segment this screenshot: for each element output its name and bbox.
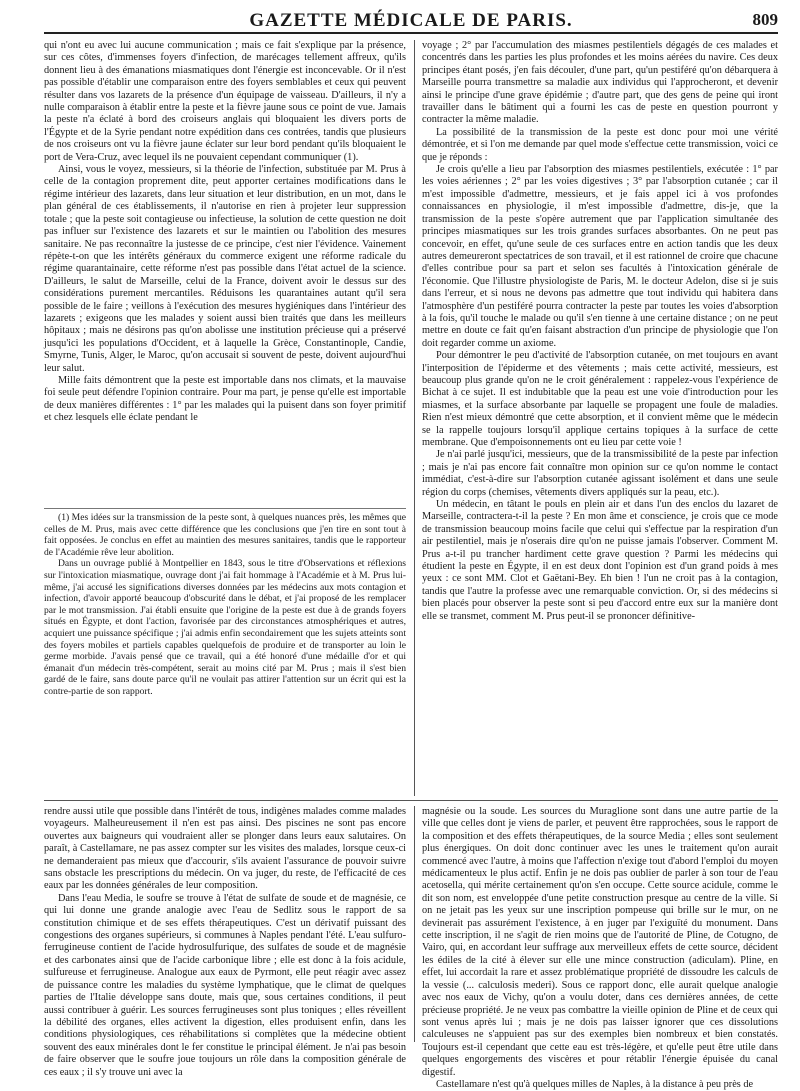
upper-right-column (422, 40, 778, 796)
column-divider (414, 40, 415, 796)
newspaper-title: GAZETTE MÉDICALE DE PARIS. (249, 10, 573, 31)
footnote: Dans un ouvrage publié à Montpellier en 1843, sous le titre d'Observations et réflexions sur l'intoxication miasmatique, ouvrage dont j'ai fait hommage à l'Académie et à M. Prus lui-même, j'ai accusé les significations diverses données par les médecins aux mots contagion et infection, d'avoir apporté beaucoup d'obscurité dans le débat, et j'ai proposé de les remplacer par le mot transmission. J'ai établi ensuite que l'origine de la peste est due à de grands foyers situés en Égypte, et dont l'action, favorisée par des circonstances atmosphériques et autres, acquiert une puissance spécifique ; j'ai admis enfin secondairement que les sujets atteints sont des foyers mobiles et partiels capables quelquefois de produire et de transporter au loin le germe morbide. J'avais pensé que ce travail, qui a été honoré d'une médaille d'or et qui émanait d'un médecin très-compétent, serait au moins cité par M. Prus ; mais il s'est bien gardé de le faire, sans doute parce qu'il ne voulait pas attirer l'attention sur un écrit qui est la contre-partie de son rapport. (44, 558, 406, 697)
paragraph: qui n'ont eu avec lui aucune communication ; mais ce fait s'explique par la présence, sur ces côtes, d'immenses foyers d'infection, de marécages tellement affreux, qu'ils donnent lieu à des émanations miasmatiques dont l'énergie est inconcevable. Or il n'est pas possible d'établir une comparaison entre des foyers semblables et ceux qui peuvent résulter dans vos lazarets de la présence d'un équipage de vaisseau. D'ailleurs, il n'y a nulle comparaison à établir entre la peste et la fièvre jaune sous ce point de vue. Jamais la peste n'a éclaté à bord des croiseurs anglais qui bloquaient les divers ports de l'Égypte et de la Syrie pendant notre expédition dans ces contrées, tandis que plusieurs de nos croiseurs ont vu la fièvre jaune éclater sur leur bord pendant qu'ils bloquaient le port de Vera-Cruz, avec lequel ils ne pouvaient cependant communiquer (1). (44, 40, 406, 163)
masthead (44, 10, 778, 34)
lower-right-column (422, 806, 778, 1090)
footnotes (44, 512, 406, 794)
paragraph: voyage ; 2° par l'accumulation des miasmes pestilentiels dégagés de ces malades et concentrés dans les parties les plus profondes et les moins aérées du navire. Ces deux principes étant posés, j'en fais découler, d'une part, qu'un pestiféré qu'on débarquera à Marseille pourra transmettre sa maladie aux individus qui l'approcheront, et devenir ainsi le principe d'une grave épidémie ; d'autre part, que des gens de peine qui iront travailler dans le bâtiment qui a fourni les cas de peste en question pourront y contracter la même maladie. (422, 40, 778, 126)
paragraph: Un médecin, en tâtant le pouls en plein air et dans l'un des enclos du lazaret de Marseille, contractera-t-il la peste ? En mon âme et conscience, je crois que ce mode de transmission beaucoup moins facile que celui qui s'effectue par la respiration d'un air pestilentiel, mais je n'oserais dire qu'on ne puisse jamais l'observer. Comment M. Prus a-t-il pu trancher hardiment cette grave question ? Parmi les médecins qui étudient la peste en Égypte, il en est deux dont l'opinion est d'un grand poids à mes yeux : ce sont MM. Clot et Gaëtani-Bey. Eh bien ! l'un ne croit pas à la contagion, tandis que l'autre la professe avec une remarquable conviction. Or, si des médecins si bien placés pour observer la peste sont si peu d'accord entre eux sur la manière dont elle se transmet, comment M. Prus peut-il se prononcer définitive- (422, 499, 778, 622)
paragraph: magnésie ou la soude. Les sources du Muraglione sont dans une autre partie de la ville que celles dont je viens de parler, et peuvent être rapprochées, sous le rapport de la composition et des effets thérapeutiques, de la source Media ; elles sont seulement plus énergiques. On doit donc continuer avec les unes le traitement qu'on aurait commencé avec l'autre, à moins que l'affection n'exige tout d'abord l'emploi du moyen médicamenteux le plus actif. Enfin je ne dois pas oublier de parler à son tour de l'eau acetosella, qui mérite certainement qu'on s'en occupe. Cette source acidule, comme le dit son nom, est enveloppée d'une petite construction presque au centre de la ville. Si on ne jetait pas les yeux sur une inscription pompeuse qui brille sur le mur, on ne devinerait pas assurément l'existence, à en juger par l'exiguïté du monument. Dans cette inscription, il ne s'agit de rien moins que de l'autorité de Pline, de Cotugno, de Vairo, qui, en accordant leur suffrage aux merveilleux effets de cette source, décident les édiles de la cité à élever sur elle une mince construction (adiculam). Pline, en effet, lui accordait la rare et assez problématique propriété de dissoudre les calculs de la vessie (... calculosis mederi). Sous ce rapport donc, elle aurait quelque analogie avec nos eaux de Vichy, qu'on a voulu doter, dans ces dernières années, de cette précieuse propriété. Je ne veux pas combattre la vieille opinion de Pline et de ceux qui sont venus après lui ; mais je ne dois pas laisser ignorer que ces dissolutions calculeuses ne s'appuient pas sur des exemples bien nombreux et bien constatés. Toujours est-il cependant que cette eau est très-légère, et qu'elle peut être utile dans quelques engorgements des viscères et pour rétablir l'énergie épuisée du canal digestif. (422, 806, 778, 1078)
upper-left-column (44, 40, 406, 506)
paragraph: Dans l'eau Media, le soufre se trouve à l'état de sulfate de soude et de magnésie, ce qui lui donne une grande analogie avec l'eau de Sedlitz sous le rapport de sa constitution chimique et de ses effets thérapeutiques. C'est un dérivatif puissant des congestions des organes supérieurs, si communes à Naples pendant l'été. L'eau sulfuro-ferrugineuse contient de l'acide hydrosulfurique, des sulfates de soude et de magnésie et des carbonates ainsi que de l'acide carbonique libre ; elle est donc à la fois acidule, sulfureuse et ferrugineuse. Analogue aux eaux de Pyrmont, elle peut réagir avec assez de puissance contre les maladies du système lymphatique, que le climat de quelques parties de l'Italie développe sans doute, mais que, sous certaines conditions, il peut aussi contribuer à guérir. Les sources ferrugineuses sont plus toniques ; elles réveillent la débilité des organes, elles activent la digestion, elles produisent enfin, dans les conditions physiologiques, ces réhabilitations si complètes que la médecine obtient souvent des eaux minérales dont le fer constitue le principal élément. Je n'ai pas besoin de faire observer que le soufre joue toujours un rôle dans la composition générale de ces eaux ; il s'y trouve uni avec la (44, 892, 406, 1078)
page-number: 809 (752, 10, 778, 29)
paragraph: Castellamare n'est qu'à quelques milles de Naples, à la distance à peu près de (436, 1078, 754, 1090)
footnote-divider (44, 508, 406, 509)
paragraph: Je n'ai parlé jusqu'ici, messieurs, que de la transmissibilité de la peste par infection ; mais je n'ai pas encore fait connaître mon opinion sur ce qu'on nomme le contact immédiat, c'est-à-dire sur l'absorption cutanée agissant isolément et dans une seule région du corps (chemises, vêtements divers appliqués sur la peau, etc.). (422, 449, 778, 498)
lower-left-column (44, 806, 406, 1078)
paragraph: Je crois qu'elle a lieu par l'absorption des miasmes pestilentiels, exécutée : 1° par les voies aériennes ; 2° par les voies digestives ; 3° par l'absorption cutanée ; car il m'est impossible d'admettre, messieurs, et je fais appel ici à vos profondes connaissances en physiologie, il m'est impossible d'admettre, dis-je, que la transmission de la peste s'opère autrement que par l'application simultanée des principes miasmatiques sur les trois grandes surfaces absorbantes. On ne peut pas concevoir, en effet, qu'une seule de ces surfaces entre en action tandis que les deux autres demeureront spectatrices de son travail, et il est rationnel de croire que chacune d'elles contribue pour sa part et selon ses facultés à l'intoxication générale de l'économie. Que l'illustre physiologiste de Paris, M. le docteur Adelon, dise si je suis dans l'erreur, et si nous ne devons pas admettre que tout individu qui habitera dans l'atmosphère d'un pestiféré pourra contracter la peste par toutes les voies d'absorption à la fois, qu'il touche le malade ou qu'il s'en tienne à une certaine distance ; on ne peut mettre en doute ce fait qu'en faisant abstraction d'un principe de physiologie que l'on doit regarder comme un axiome. (422, 164, 778, 349)
paragraph: Ainsi, vous le voyez, messieurs, si la théorie de l'infection, substituée par M. Prus à celle de la contagion proprement dite, peut apporter certaines modifications dans le régime intérieur des lazarets, dans leur situation et leur distribution, en un mot, dans le plan général de ces établissements, il n'autorise en rien à projeter leur suppression totale ; que la peste soit contagieuse ou infectieuse, la solution de cette question ne doit pas influer sur l'existence des lazarets et sur le maintien ou l'abolition des mesures sanitaire. Ne pas reconnaître la justesse de ce principe, c'est nier l'évidence. Vainement répète-t-on que les intérêts généraux du commerce exigent une réforme radicale du régime quarantainaire, cette réforme n'est pas possible dans l'état actuel de la science. D'ailleurs, le salut de Marseille, celui de la France, doivent avoir le dessus sur des considérations purement mercantiles. Réduisons les quarantaines autant qu'il sera possible de le faire ; veillons à l'exécution des mesures hygiéniques dans l'intérieur des lazarets ; exigeons que les malades y soient aussi bien traités que dans les meilleurs hôpitaux ; mais ne désirons pas qu'on abolisse une institution précieuse qui a préservé jusqu'ici les populations d'Occident, et à laquelle la Grèce, Constantinople, Candie, Smyrne, Tunis, Alger, le Maroc, qu'on accusait si souvent de peste, doivent aujourd'hui leur salut. (44, 164, 406, 374)
column-divider (414, 806, 415, 1042)
paragraph: Pour démontrer le peu d'activité de l'absorption cutanée, on met toujours en avant l'interposition de l'épiderme et des vêtements ; mais cette activité, messieurs, est beaucoup plus grande qu'on ne le croit généralement : rappelez-vous l'expérience de Bichat à ce sujet. Il est indubitable que la peau est une voie d'introduction pour les miasmes, et la surface absorbante par laquelle se propagent une foule de maladies. Rien n'est mieux démontré que cette absorption, et il convient même que le médecin se la rappelle toujours lorsqu'il applique certains topiques à la surface de cette membrane. Que d'empoisonnements ont eu lieu par cette voie ! (422, 350, 778, 448)
footnote: (1) Mes idées sur la transmission de la peste sont, à quelques nuances près, les mêmes que celles de M. Prus, mais avec cette différence que les conclusions que j'en tire en sont tout à fait opposées. Je conclus en effet au maintien des mesures sanitaires, tandis que le rapporteur de l'Académie rêve leur abolition. (44, 512, 406, 558)
paragraph: rendre aussi utile que possible dans l'intérêt de tous, indigènes malades comme malades voyageurs. Malheureusement il n'en est pas ainsi. Des piscines ne sont pas encore ouvertes aux baigneurs qui voudraient aller se plonger dans leurs eaux salutaires. On paraît, à Castellamare, ne pas assez compter sur les visites des malades, lorsque ceux-ci ne demanderaient pas mieux que d'accourir, s'ils avaient l'assurance de pouvoir suivre sans obstacle les prescriptions du médecin. On va juger, du reste, de l'efficacité de ces eaux par les données générales de leur composition. (44, 806, 406, 892)
paragraph: Mille faits démontrent que la peste est importable dans nos climats, et la mauvaise foi seule peut défendre l'opinion contraire. Pour ma part, je pense qu'elle est importable de deux manières différentes : 1° par les malades qui la puisent dans son foyer primitif et chez lesquels elle éclate pendant le (44, 374, 406, 424)
section-divider (44, 800, 778, 801)
paragraph: La possibilité de la transmission de la peste est donc pour moi une vérité démontrée, et si l'on me demande par quel mode s'effectue cette transmission, voici ce que je réponds : (422, 126, 778, 163)
